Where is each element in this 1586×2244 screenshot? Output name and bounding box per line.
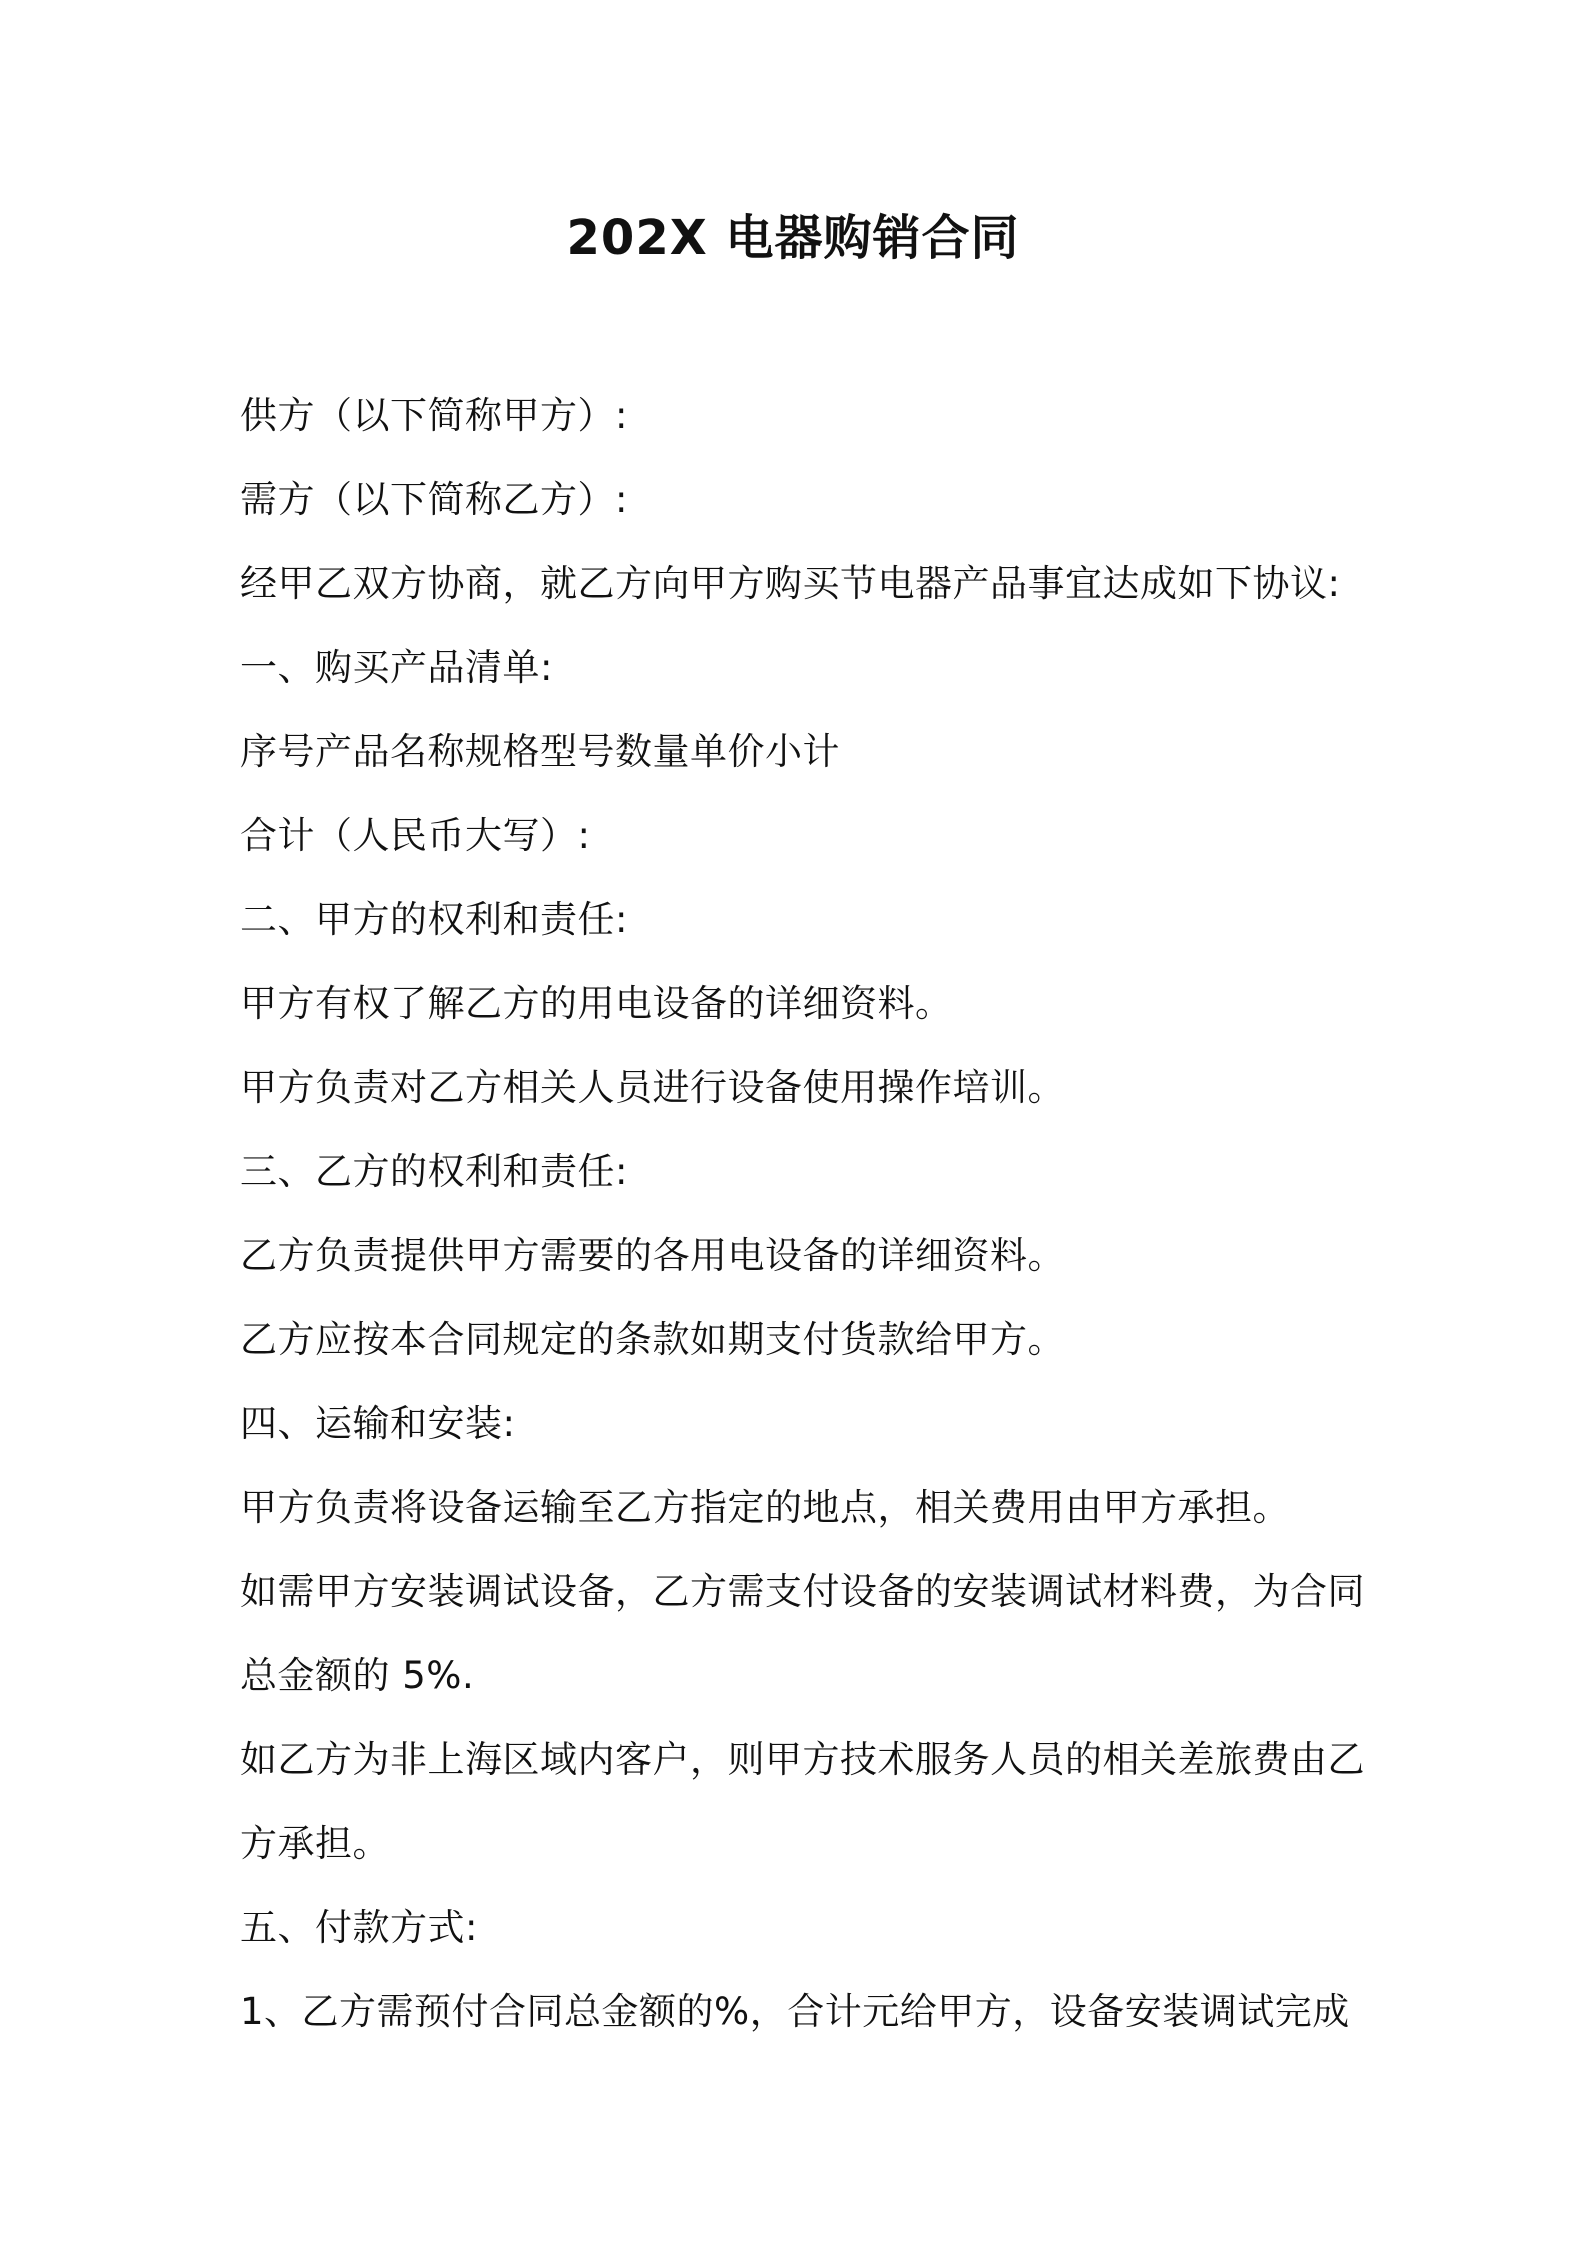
section-heading-products: 一、购买产品清单:	[240, 646, 553, 689]
section-heading-transport: 四、运输和安装:	[240, 1402, 516, 1445]
product-list-header: 序号产品名称规格型号数量单价小计	[240, 730, 840, 773]
party-a-clause-1: 甲方有权了解乙方的用电设备的详细资料。	[240, 982, 953, 1025]
transport-clause-3-line-1: 如乙方为非上海区域内客户，则甲方技术服务人员的相关差旅费由乙	[240, 1738, 1365, 1781]
party-b-clause-2: 乙方应按本合同规定的条款如期支付货款给甲方。	[240, 1318, 1065, 1361]
transport-clause-3-line-2: 方承担。	[240, 1822, 390, 1865]
document-body	[240, 374, 1365, 2054]
transport-clause-1: 甲方负责将设备运输至乙方指定的地点，相关费用由甲方承担。	[240, 1486, 1290, 1529]
section-heading-payment: 五、付款方式:	[240, 1906, 478, 1949]
payment-clause-1: 1、乙方需预付合同总金额的%，合计元给甲方，设备安装调试完成	[240, 1990, 1350, 2033]
party-b-clause-1: 乙方负责提供甲方需要的各用电设备的详细资料。	[240, 1234, 1065, 1277]
section-heading-party-b: 三、乙方的权利和责任:	[240, 1150, 628, 1193]
agreement-intro: 经甲乙双方协商，就乙方向甲方购买节电器产品事宜达成如下协议:	[240, 562, 1341, 605]
supplier-line: 供方（以下简称甲方）:	[240, 394, 628, 437]
document-title: 202X 电器购销合同	[566, 210, 1020, 266]
section-heading-party-a: 二、甲方的权利和责任:	[240, 898, 628, 941]
party-a-clause-2: 甲方负责对乙方相关人员进行设备使用操作培训。	[240, 1066, 1065, 1109]
total-line: 合计（人民币大写）:	[240, 814, 591, 857]
transport-clause-2-line-2: 总金额的 5%.	[240, 1654, 475, 1697]
transport-clause-2-line-1: 如需甲方安装调试设备，乙方需支付设备的安装调试材料费，为合同	[240, 1570, 1365, 1613]
buyer-line: 需方（以下简称乙方）:	[240, 478, 628, 521]
